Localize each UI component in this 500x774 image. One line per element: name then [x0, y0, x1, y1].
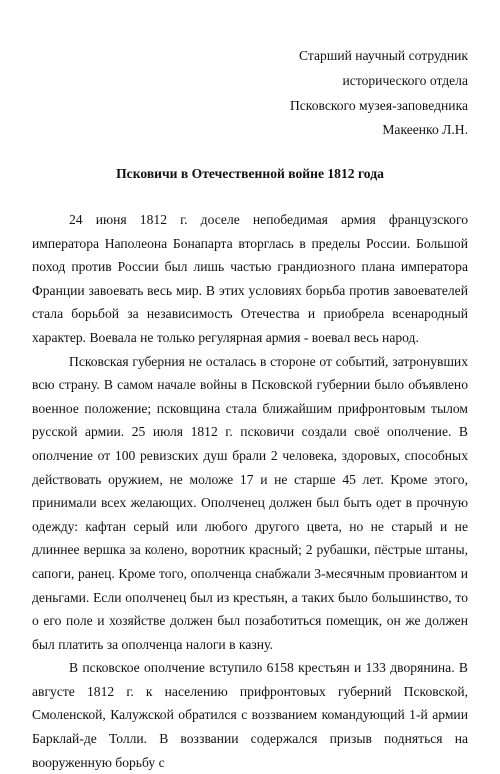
author-institution: Псковского музея-заповедника	[289, 97, 468, 113]
author-block	[290, 44, 468, 143]
document-title: Псковичи в Отечественной войне 1812 года	[116, 166, 384, 181]
paragraph: Псковская губерния не осталась в стороне от событий, затронувших всю страну. В самом начале войны в Псковской губернии было объявлено военное положение; псковщина стала ближайшим прифронтовым тылом русской армии. 25 июля 1812 г. псковичи создали своё ополчение. В ополчение от 100 ревизских душ брали 2 человека, здоровых, способных действовать оружием, не моложе 17 и не старше 45 лет. Кроме этого, принимали всех желающих. Ополченец должен был быть одет в прочную одежду: кафтан серый или любого другого цвета, но не старый и не длиннее вершка за колено, воротник красный; 2 рубашки, пёстрые штаны, сапоги, ранец. Кроме того, ополченца снабжали 3-месячным провиантом и деньгами. Если ополченец был из крестьян, а таких было большинство, то о его поле и хозяйстве должен был позаботиться помещик, он же должен был платить за ополченца налоги в казну.	[32, 353, 468, 652]
author-name: Макеенко Л.Н.	[382, 122, 468, 138]
document-body	[32, 208, 468, 774]
paragraph: В псковское ополчение вступило 6158 крестьян и 133 дворянина. В августе 1812 г. к населению прифронтовых губерний Псковской, Смоленской, Калужской обратился с воззванием командующий 1-й армии Барклай-де Толли. В воззвании содержался призыв подняться на вооруженную борьбу с	[32, 660, 468, 770]
paragraph: 24 июня 1812 г. доселе непобедимая армия французского императора Наполеона Бонапарта вторглась в пределы России. Большой поход против России был лишь частью грандиозного плана императора Франции завоевать весь мир. В этих условиях борьба против завоевателей стала борьбой за независимость Отечества и приобрела всенародный характер. Воевала не только регулярная армия - воевал весь народ.	[32, 212, 468, 345]
author-position: Старший научный сотрудник	[299, 48, 468, 63]
author-department: исторического отдела	[342, 72, 468, 88]
